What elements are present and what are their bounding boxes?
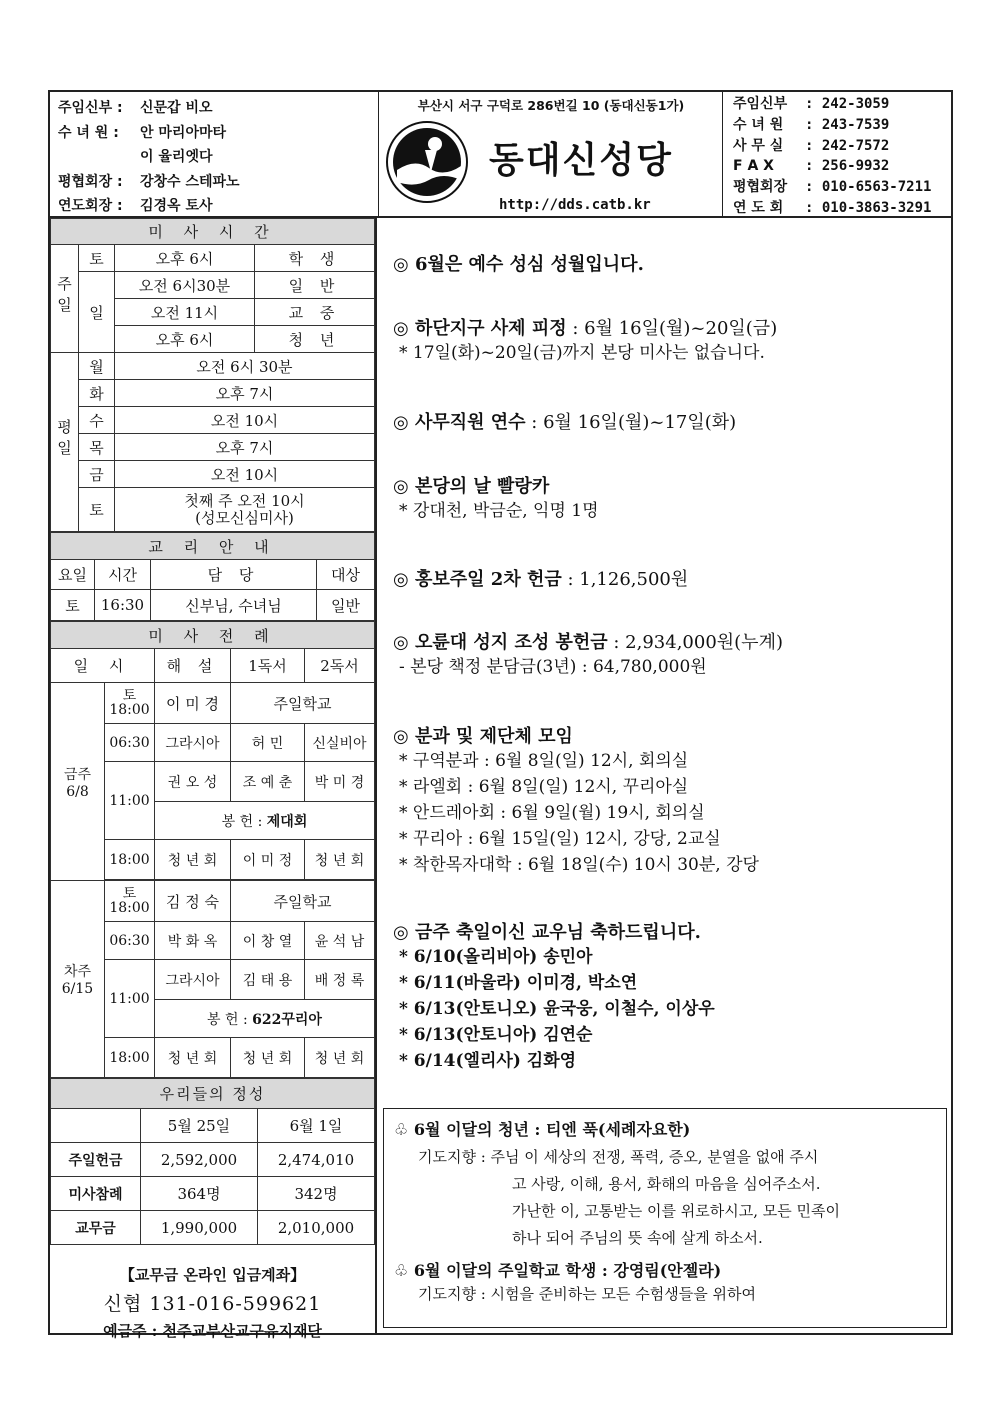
left-column — [50, 218, 377, 1340]
reader-cell: 박 미 경 — [305, 762, 375, 802]
target-cell: 일반 — [317, 590, 375, 621]
reader-cell: 김 태 용 — [231, 960, 305, 1000]
time-cell: 11:00 — [105, 960, 155, 1038]
time-cell: 11:00 — [105, 762, 155, 840]
header-cell: 담 당 — [151, 560, 317, 590]
prayer-box: ♧ 6월 이달의 청년 : 티엔 푹(세례자요한) 기도지향 : 주님 이 세상의 전쟁, 폭력, 증오, 분열을 없애 주시 고 사랑, 이해, 용서, 화해의 마음을 심어주소서. 가난한 이, 고통받는 이를 위로하시고, 모든 민족이 하나 되어 주님의 뜻 속에 살게 하소서. ♧ 6월 이달의 주일학교 학생 : 강영림(안젤라) 기도지향 : 시험을 준비하는 모든 수험생들을 위하여 — [383, 1108, 947, 1328]
announcement: ◎ 오륜대 성지 조성 봉헌금 : 2,934,000원(누계) - 본당 책정 분담금(3년) : 64,780,000원 — [393, 632, 783, 677]
list-item: * 6/14(엘리사) 김화영 — [399, 1051, 577, 1071]
time-cell: 06:30 — [105, 922, 155, 960]
offering-title: 우리들의 정성 — [51, 1079, 375, 1109]
time-cell: 오후 7시 — [115, 380, 375, 407]
header-cell: 대상 — [317, 560, 375, 590]
header-cell: 일 시 — [51, 649, 155, 683]
account-number: 신협 131-016-599621 — [103, 1293, 322, 1315]
staff-row: 평협회장 : 강창수 스테파노 — [58, 173, 240, 190]
announcement: ◎ 6월은 예수 성심 성월입니다. — [393, 254, 644, 275]
time-cell: 18:00 — [105, 1038, 155, 1078]
group-cell: 청 년 — [255, 326, 375, 353]
value-cell: 2,592,000 — [141, 1143, 258, 1177]
sunday-label: 주일 — [51, 245, 79, 353]
catechism-table — [50, 532, 375, 621]
week-label: 금주 6/8 — [51, 683, 105, 881]
time-cell: 06:30 — [105, 724, 155, 762]
reader-cell: 신실비아 — [305, 724, 375, 762]
reader-cell: 이 미 정 — [231, 840, 305, 880]
time-cell: 오전 6시30분 — [115, 272, 255, 299]
day-cell: 화 — [79, 380, 115, 407]
website-link[interactable]: http://dds.catb.kr — [499, 197, 651, 213]
reader-cell: 허 민 — [231, 724, 305, 762]
list-item: * 구역분과 : 6월 8일(일) 12시, 회의실 — [399, 751, 689, 771]
time-cell: 오후 6시 — [115, 326, 255, 353]
announcement: ◎ 홍보주일 2차 헌금 : 1,126,500원 — [393, 569, 689, 590]
time-cell: 오후 7시 — [115, 434, 375, 461]
address: 부산시 서구 구덕로 286번길 10 (동대신동1가) — [417, 98, 685, 113]
list-item: * 6/10(올리비아) 송민아 — [399, 947, 593, 967]
staff-row: 이 율리엣다 — [140, 149, 213, 165]
commentator-cell: 그라시아 — [155, 960, 231, 1000]
day-cell: 토 — [79, 245, 115, 272]
contact-list — [723, 92, 951, 216]
church-logo-icon — [385, 120, 469, 204]
reader-cell: 윤 석 남 — [305, 922, 375, 960]
reader-cell: 배 정 록 — [305, 960, 375, 1000]
liturgy-title: 미 사 전 례 — [51, 622, 375, 649]
bulletin-frame — [48, 90, 953, 1340]
header-cell: 시간 — [95, 560, 151, 590]
value-cell: 342명 — [258, 1177, 375, 1211]
date-cell: 6월 1일 — [258, 1109, 375, 1143]
row-label: 주일헌금 — [51, 1143, 141, 1177]
staff-list — [50, 92, 379, 216]
time-cell: 오전 6시 30분 — [115, 353, 375, 380]
row-label: 교무금 — [51, 1211, 141, 1245]
staff-row: 연도회장 : 김경옥 토사 — [58, 198, 213, 214]
group-cell: 교 중 — [255, 299, 375, 326]
reader-cell: 주일학교 — [231, 683, 375, 724]
announcement: ◎ 분과 및 제단체 모임 * 구역분과 : 6월 8일(일) 12시, 회의실 * 라엘회 : 6월 8일(일) 12시, 꾸리아실 * 안드레아회 : 6월 9일(월) 19시, 회의실 * 꾸리아 : 6월 15일(일) 12시, 강당, 2교실 * 착한목자대학 : 6월 18일(수) 10시 30분, 강당 — [393, 722, 759, 878]
offering-table — [50, 1078, 375, 1245]
list-item: * 라엘회 : 6월 8일(일) 12시, 꾸리아실 — [399, 777, 689, 797]
value-cell: 1,990,000 — [141, 1211, 258, 1245]
announcement: ◎ 본당의 날 빨랑카 * 강대천, 박금순, 익명 1명 — [393, 476, 599, 521]
contact-row: 주임신부 : 242-3059 — [733, 96, 890, 112]
header-cell: 2독서 — [305, 649, 375, 683]
header — [50, 92, 951, 218]
group-cell: 일 반 — [255, 272, 375, 299]
account-holder: 예금주 : 천주교부산교구유지재단 — [103, 1322, 322, 1340]
list-item: * 착한목자대학 : 6월 18일(수) 10시 30분, 강당 — [399, 855, 759, 875]
day-cell: 월 — [79, 353, 115, 380]
time-cell: 오후 6시 — [115, 245, 255, 272]
time-cell: 오전 11시 — [115, 299, 255, 326]
commentator-cell: 박 화 옥 — [155, 922, 231, 960]
contact-row: 평협회장 : 010-6563-7211 — [733, 179, 932, 196]
day-cell: 수 — [79, 407, 115, 434]
mass-times-title: 미 사 시 간 — [51, 219, 375, 245]
value-cell: 364명 — [141, 1177, 258, 1211]
teacher-cell: 신부님, 수녀님 — [151, 590, 317, 621]
offertory-cell: 봉 헌 : 제대회 — [155, 802, 375, 840]
day-cell: 금 — [79, 461, 115, 488]
row-label: 미사참례 — [51, 1177, 141, 1211]
time-cell: 토 18:00 — [105, 881, 155, 922]
day-cell: 목 — [79, 434, 115, 461]
time-cell: 오전 10시 — [115, 407, 375, 434]
commentator-cell: 권 오 성 — [155, 762, 231, 802]
contact-row: F A X : 256-9932 — [733, 158, 890, 175]
reader-cell: 청 년 회 — [305, 840, 375, 880]
commentator-cell: 청 년 회 — [155, 840, 231, 880]
contact-row: 사 무 실 : 242-7572 — [733, 137, 890, 154]
weekday-label: 평일 — [51, 353, 79, 532]
church-banner — [379, 92, 723, 216]
prayer-title: ♧ 6월 이달의 주일학교 학생 : 강영림(안젤라) — [394, 1261, 722, 1280]
header-cell: 1독서 — [231, 649, 305, 683]
liturgy-table — [50, 621, 375, 1078]
day-cell: 일 — [79, 272, 115, 353]
online-account — [50, 1264, 375, 1341]
reader-cell: 이 창 열 — [231, 922, 305, 960]
contact-row: 수 녀 원 : 243-7539 — [733, 116, 890, 133]
church-name: 동대신성당 — [489, 140, 673, 181]
offertory-cell: 봉 헌 : 622꾸리아 — [155, 1000, 375, 1038]
online-title: 【교무금 온라인 입금계좌】 — [119, 1266, 306, 1284]
value-cell: 2,010,000 — [258, 1211, 375, 1245]
commentator-cell: 이 미 경 — [155, 683, 231, 724]
list-item: * 안드레아회 : 6월 9일(월) 19시, 회의실 — [399, 803, 705, 823]
staff-row: 주임신부 : 신문갑 비오 — [58, 100, 213, 116]
reader-cell: 청 년 회 — [305, 1038, 375, 1078]
announcement: ◎ 금주 축일이신 교우님 축하드립니다. * 6/10(올리비아) 송민아 * 6/11(바울라) 이미경, 박소연 * 6/13(안토니오) 윤국웅, 이철수, 이상우 * 6/13(안토니아) 김연순 * 6/14(엘리사) 김화영 — [393, 918, 715, 1074]
announcements — [377, 218, 951, 1333]
commentator-cell: 그라시아 — [155, 724, 231, 762]
time-cell: 16:30 — [95, 590, 151, 621]
week-label: 차주 6/15 — [51, 881, 105, 1078]
blank-cell — [51, 1109, 141, 1143]
reader-cell: 주일학교 — [231, 881, 375, 922]
time-cell: 토 18:00 — [105, 683, 155, 724]
list-item: * 6/11(바울라) 이미경, 박소연 — [399, 973, 638, 993]
catechism-title: 교 리 안 내 — [51, 533, 375, 560]
list-item: * 6/13(안토니오) 윤국웅, 이철수, 이상우 — [399, 999, 715, 1019]
time-cell: 오전 10시 — [115, 461, 375, 488]
list-item: * 꾸리아 : 6월 15일(일) 12시, 강당, 2교실 — [399, 829, 721, 849]
contact-row: 연 도 회 : 010-3863-3291 — [733, 199, 932, 216]
header-cell: 해 설 — [155, 649, 231, 683]
date-cell: 5월 25일 — [141, 1109, 258, 1143]
commentator-cell: 청 년 회 — [155, 1038, 231, 1078]
announcement: ◎ 사무직원 연수 : 6월 16일(월)~17일(화) — [393, 412, 737, 433]
reader-cell: 청 년 회 — [231, 1038, 305, 1078]
commentator-cell: 김 정 숙 — [155, 881, 231, 922]
group-cell: 학 생 — [255, 245, 375, 272]
day-cell: 토 — [51, 590, 95, 621]
mass-times-table — [50, 218, 375, 532]
time-cell: 18:00 — [105, 840, 155, 880]
header-cell: 요일 — [51, 560, 95, 590]
announcement: ◎ 하단지구 사제 피정 : 6월 16일(월)~20일(금) * 17일(화)~20일(금)까지 본당 미사는 없습니다. — [393, 318, 778, 363]
reader-cell: 조 예 춘 — [231, 762, 305, 802]
staff-row: 수 녀 원 : 안 마리아마타 — [58, 124, 227, 141]
day-cell: 토 — [79, 488, 115, 532]
prayer-title: ♧ 6월 이달의 청년 : 티엔 푹(세례자요한) — [394, 1120, 691, 1139]
time-cell: 첫째 주 오전 10시 (성모신심미사) — [115, 488, 375, 532]
list-item: * 6/13(안토니아) 김연순 — [399, 1025, 593, 1045]
value-cell: 2,474,010 — [258, 1143, 375, 1177]
